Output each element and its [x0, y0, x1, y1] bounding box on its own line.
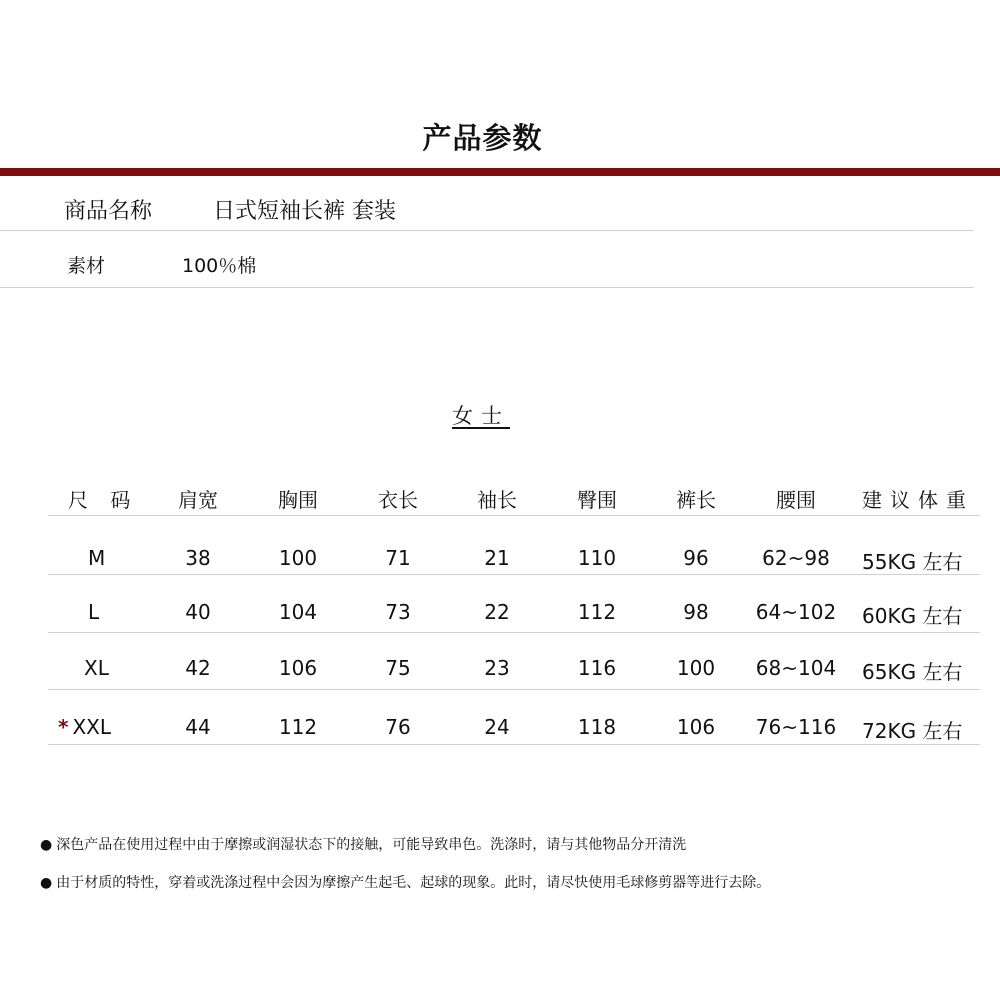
bullet-icon: ● [40, 875, 53, 891]
table-divider [48, 515, 980, 516]
table-cell: 44 [185, 715, 211, 739]
table-cell: 98 [683, 600, 709, 624]
table-cell: 76~116 [755, 715, 837, 739]
size-label: L [88, 600, 100, 624]
table-cell: 68~104 [755, 656, 837, 680]
table-cell: 106 [676, 715, 716, 739]
table-cell: 22 [484, 600, 510, 624]
table-cell: 76 [385, 715, 411, 739]
page-title: 产品参数 [422, 121, 543, 155]
product-name-value: 日式短袖长裤 套装 [213, 199, 396, 224]
size-cell [88, 546, 105, 570]
table-cell: 55KG 左右 [862, 550, 963, 574]
column-header: 胸围 [278, 488, 318, 512]
table-cell: 106 [278, 656, 318, 680]
table-divider [48, 744, 980, 745]
table-cell: 65KG 左右 [862, 660, 963, 684]
table-cell: 112 [577, 600, 617, 624]
column-header: 衣长 [378, 488, 418, 512]
table-cell: 42 [185, 656, 211, 680]
table-cell: 64~102 [755, 600, 837, 624]
table-cell: 62~98 [762, 546, 830, 570]
recommended-marker: * [58, 715, 69, 739]
column-header: 腰围 [776, 488, 816, 512]
table-cell: 71 [385, 546, 411, 570]
size-label: XL [84, 656, 109, 680]
column-header: 臀围 [577, 488, 617, 512]
care-note [40, 872, 770, 892]
column-header: 尺 码 [68, 488, 139, 512]
table-cell: 73 [385, 600, 411, 624]
column-header: 肩宽 [178, 488, 218, 512]
table-cell: 38 [185, 546, 211, 570]
divider [0, 230, 974, 231]
table-cell: 100 [676, 656, 716, 680]
table-cell: 75 [385, 656, 411, 680]
table-cell: 23 [484, 656, 510, 680]
bullet-icon: ● [40, 837, 53, 853]
care-note [40, 834, 686, 854]
table-cell: 110 [577, 546, 617, 570]
table-divider [48, 574, 980, 575]
material-value: 100％棉 [182, 255, 257, 277]
section-title: 女士 [452, 404, 510, 428]
table-cell: 21 [484, 546, 510, 570]
size-cell [88, 600, 99, 624]
table-cell: 118 [577, 715, 617, 739]
table-cell: 116 [577, 656, 617, 680]
column-header: 建议体重 [862, 488, 974, 512]
size-cell [58, 715, 111, 739]
table-cell: 24 [484, 715, 510, 739]
column-header: 袖长 [477, 488, 517, 512]
table-divider [48, 689, 980, 690]
material-label: 素材 [67, 255, 106, 277]
table-cell: 96 [683, 546, 709, 570]
table-cell: 60KG 左右 [862, 604, 963, 628]
table-cell: 40 [185, 600, 211, 624]
care-note-text: 由于材质的特性，穿着或洗涤过程中会因为摩擦产生起毛、起球的现象。此时，请尽快使用毛球修剪器等进行去除。 [56, 875, 771, 891]
accent-bar [0, 168, 1000, 176]
size-label: XXL [72, 715, 112, 739]
table-cell: 72KG 左右 [862, 719, 963, 743]
divider [0, 287, 974, 288]
table-cell: 104 [278, 600, 318, 624]
table-cell: 100 [278, 546, 318, 570]
size-label: M [88, 546, 106, 570]
table-cell: 112 [278, 715, 318, 739]
product-name-label: 商品名称 [64, 199, 153, 224]
care-note-text: 深色产品在使用过程中由于摩擦或润湿状态下的接触，可能导致串色。洗涤时，请与其他物品分开清洗 [56, 837, 687, 853]
table-divider [48, 632, 980, 633]
column-header: 裤长 [676, 488, 716, 512]
size-cell [84, 656, 109, 680]
